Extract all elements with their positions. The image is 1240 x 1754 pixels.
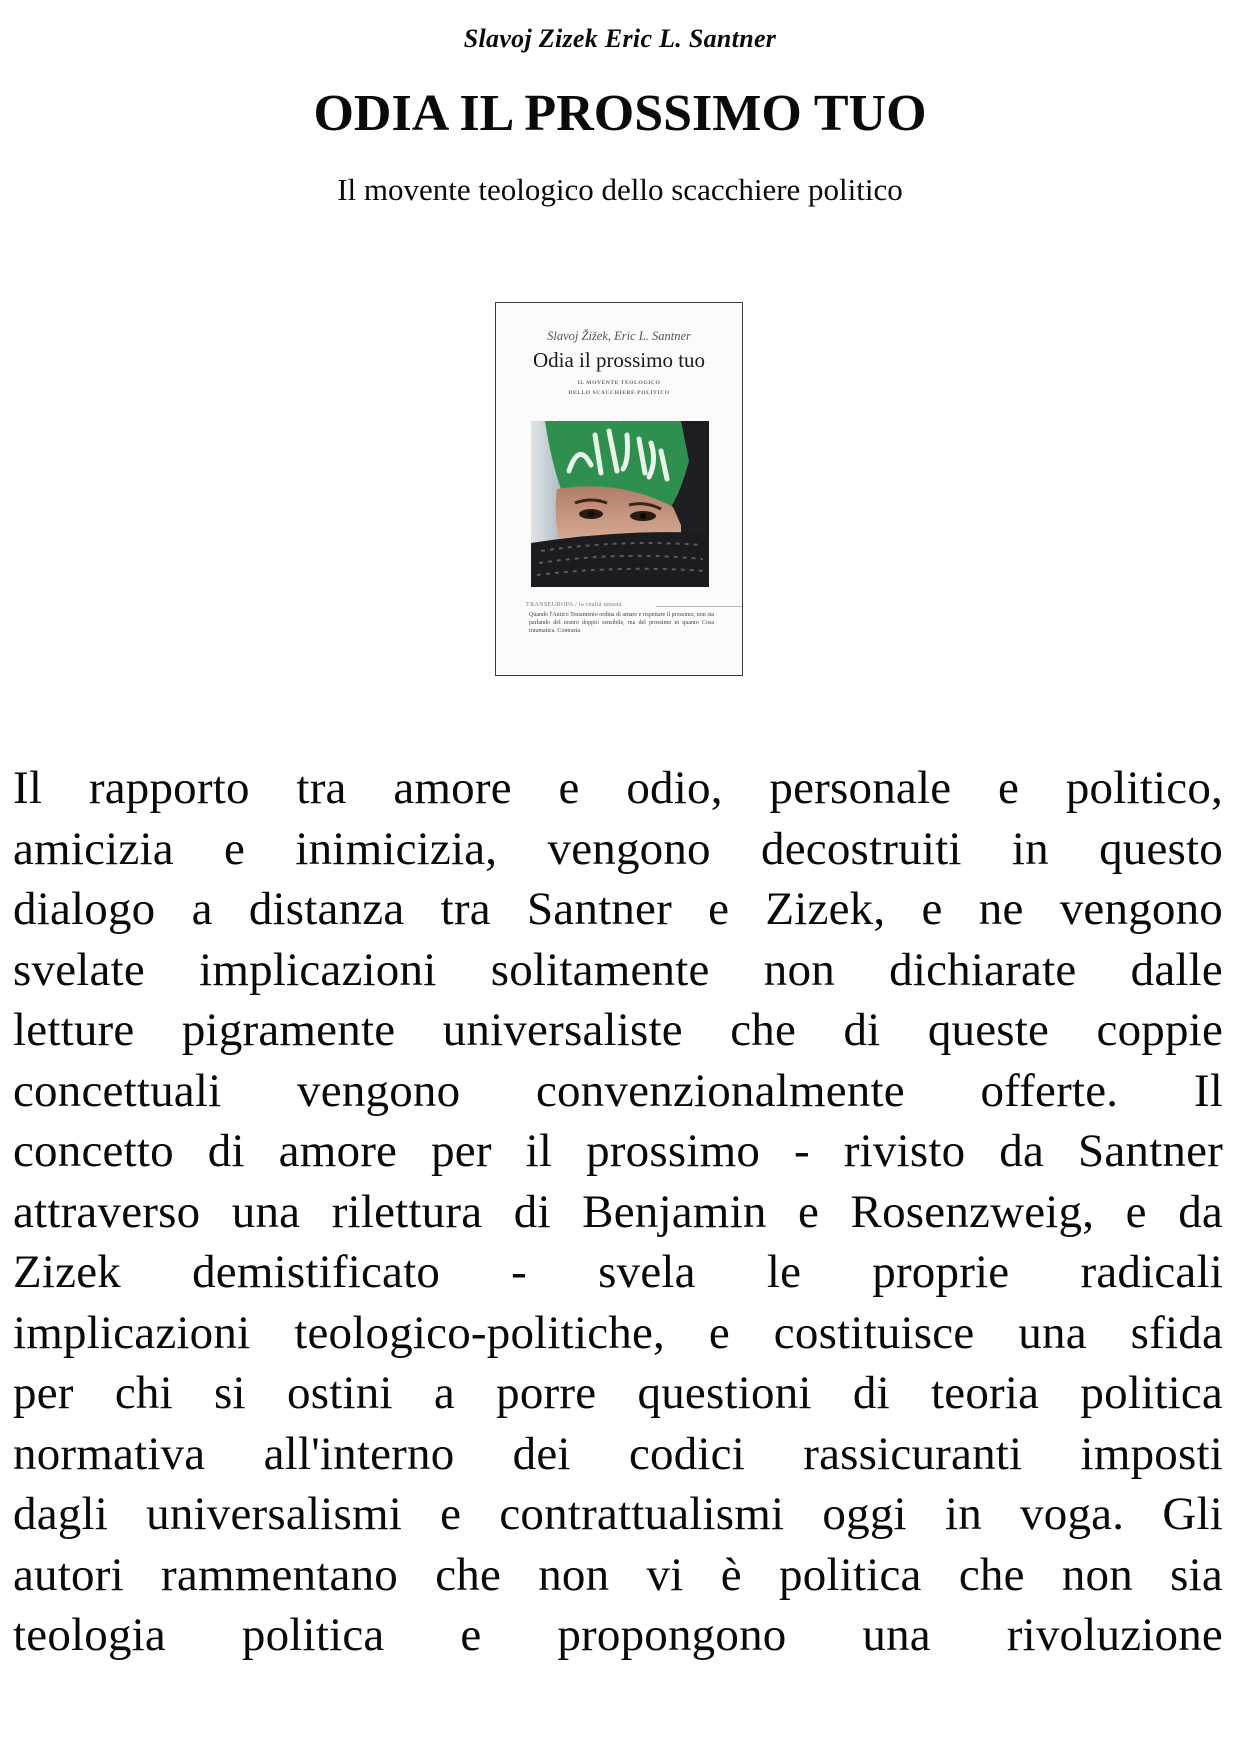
description-paragraph: [13, 758, 1223, 1666]
book-title: ODIA IL PROSSIMO TUO: [313, 85, 927, 142]
paragraph-line: dagli universalismi e contrattualismi oggi in voga. Gli: [13, 1488, 1223, 1540]
book-authors: Slavoj Zizek Eric L. Santner: [463, 24, 777, 53]
paragraph-line: letture pigramente universaliste che di queste coppie: [13, 1004, 1223, 1056]
paragraph-line: concetto di amore per il prossimo - rivisto da Santner: [13, 1125, 1223, 1177]
cover-photo: [531, 421, 709, 587]
paragraph-line: amicizia e inimicizia, vengono decostruiti in questo: [13, 822, 1223, 875]
cover-publisher: TRANSEUROPA / la realtà umana: [526, 602, 622, 608]
paragraph-line: attraverso una rilettura di Benjamin e Rosenzweig, e da: [13, 1185, 1223, 1238]
cover-divider: [656, 606, 743, 607]
cover-authors: Slavoj Žižek, Eric L. Santner: [547, 329, 691, 343]
cover-subtitle-line-1: IL MOVENTE TEOLOGICO: [577, 380, 661, 386]
paragraph-line: implicazioni teologico-politiche, e costituisce una sfida: [13, 1306, 1223, 1359]
paragraph-line: svelate implicazioni solitamente non dichiarate dalle: [13, 943, 1223, 996]
paragraph-line: teologia politica e propongono una rivoluzione: [13, 1609, 1223, 1661]
veiled-face-illustration: [531, 421, 709, 587]
paragraph-line: concettuali vengono convenzionalmente offerte. Il: [13, 1064, 1223, 1117]
book-cover-image: [495, 302, 743, 676]
cover-blurb: Quando l'Antico Testamento ordina di amare e rispettare il prossimo, non sta parlando del nostro doppio sensibile, ma del prossimo in quanto Cosa traumatica. Contraria: [529, 612, 714, 634]
paragraph-line: Il rapporto tra amore e odio, personale e politico,: [13, 762, 1223, 814]
paragraph-line: dialogo a distanza tra Santner e Zizek, e ne vengono: [13, 883, 1223, 935]
paragraph-line: normativa all'interno dei codici rassicuranti imposti: [13, 1427, 1223, 1480]
paragraph-line: Zizek demistificato - svela le proprie radicali: [13, 1246, 1223, 1298]
cover-subtitle-line-2: DELLO SCACCHIERE POLITICO: [568, 390, 670, 396]
paragraph-line: autori rammentano che non vi è politica che non sia: [13, 1548, 1223, 1601]
paragraph-line: per chi si ostini a porre questioni di teoria politica: [13, 1367, 1223, 1419]
cover-title: Odia il prossimo tuo: [532, 348, 706, 372]
book-subtitle: Il movente teologico dello scacchiere politico: [337, 172, 903, 207]
